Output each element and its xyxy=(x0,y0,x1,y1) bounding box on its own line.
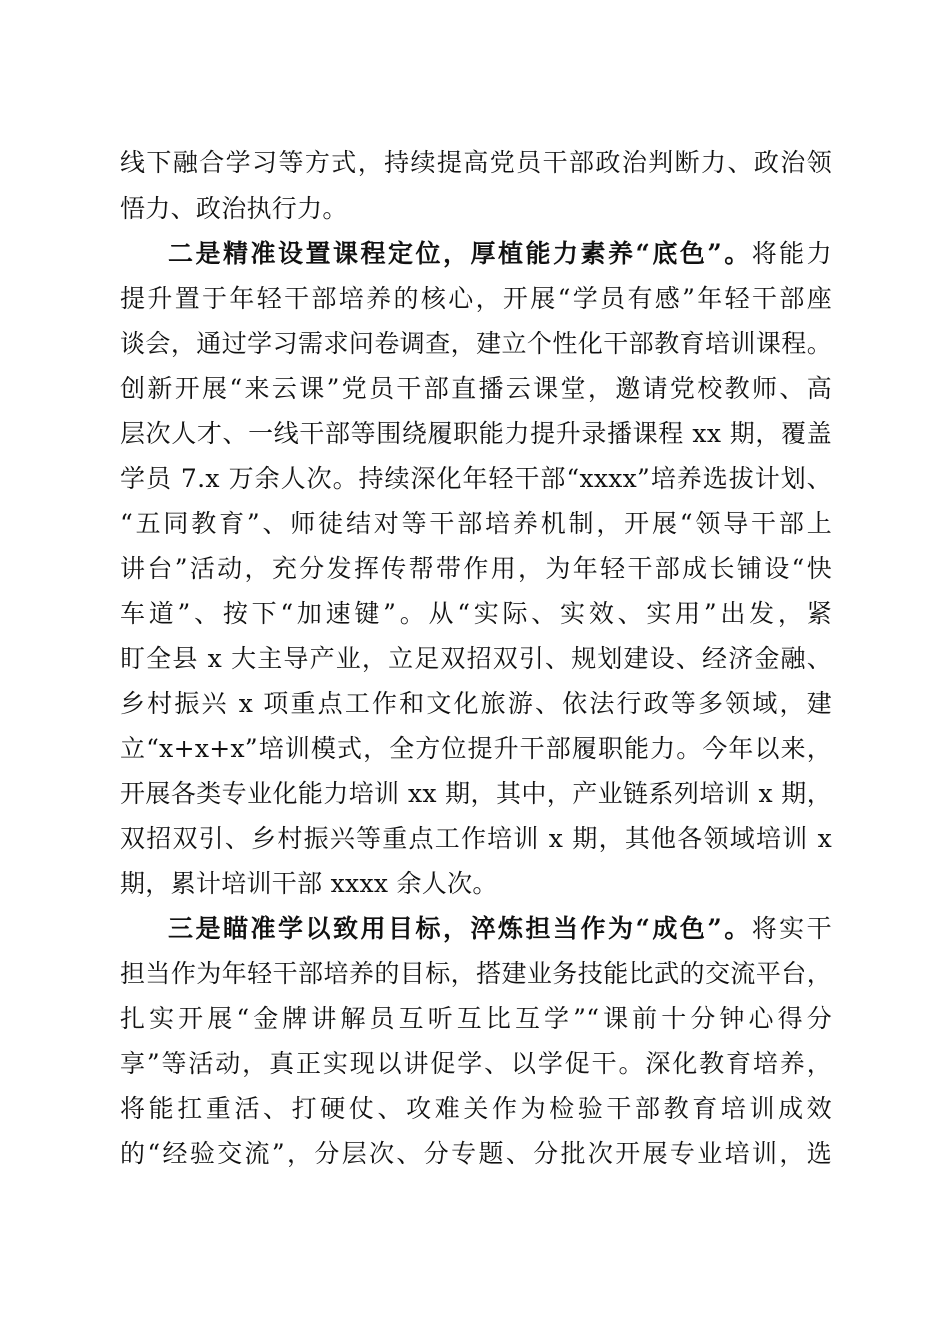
paragraph2-line: 立“x+x+x”培训模式，全方位提升干部履职能力。今年以来， xyxy=(120,734,832,763)
paragraph2-line: 创新开展“来云课”党员干部直播云课堂，邀请党校教师、高 xyxy=(120,374,832,403)
paragraph2-line: “五同教育”、师徒结对等干部培养机制，开展“领导干部上 xyxy=(120,509,832,538)
paragraph1-line-1: 线下融合学习等方式，持续提高党员干部政治判断力、政治领 xyxy=(120,148,832,177)
paragraph2-line: 讲台”活动，充分发挥传帮带作用，为年轻干部成长铺设“快 xyxy=(120,554,832,583)
paragraph3-line: 担当作为年轻干部培养的目标，搭建业务技能比武的交流平台， xyxy=(120,959,832,988)
paragraph2-first-line-rest: 将能力 xyxy=(751,239,832,268)
paragraph2-line: 双招双引、乡村振兴等重点工作培训 x 期，其他各领域培训 x xyxy=(120,824,832,853)
paragraph1-line-2: 悟力、政治执行力。 xyxy=(120,194,348,223)
paragraph2-line: 谈会，通过学习需求问卷调查，建立个性化干部教育培训课程。 xyxy=(120,329,832,358)
paragraph2-line: 期，累计培训干部 xxxx 余人次。 xyxy=(120,869,498,898)
paragraph3-first-line xyxy=(168,914,832,944)
paragraph3-line: 享”等活动，真正实现以讲促学、以学促干。深化教育培养， xyxy=(120,1049,832,1078)
paragraph2-line: 开展各类专业化能力培训 xx 期，其中，产业链系列培训 x 期， xyxy=(120,779,832,808)
paragraph2-line: 乡村振兴 x 项重点工作和文化旅游、依法行政等多领域，建 xyxy=(120,689,832,718)
paragraph3-line: 的“经验交流”，分层次、分专题、分批次开展专业培训，选 xyxy=(120,1139,832,1168)
paragraph2-first-line xyxy=(168,239,832,269)
paragraph2-line: 层次人才、一线干部等围绕履职能力提升录播课程 xx 期，覆盖 xyxy=(120,419,832,448)
paragraph3-line: 将能扛重活、打硬仗、攻难关作为检验干部教育培训成效 xyxy=(120,1094,832,1123)
paragraph3-heading: 三是瞄准学以致用目标，淬炼担当作为“成色”。 xyxy=(168,914,752,943)
paragraph2-line: 车道”、按下“加速键”。从“实际、实效、实用”出发，紧 xyxy=(120,599,832,628)
paragraph3-first-line-rest: 将实干 xyxy=(751,914,832,943)
paragraph2-line: 学员 7.x 万余人次。持续深化年轻干部“xxxx”培养选拔计划、 xyxy=(120,464,832,493)
paragraph2-line: 提升置于年轻干部培养的核心，开展“学员有感”年轻干部座 xyxy=(120,284,832,313)
paragraph3-line: 扎实开展“金牌讲解员互听互比互学”“课前十分钟心得分 xyxy=(120,1004,832,1033)
paragraph2-heading: 二是精准设置课程定位，厚植能力素养“底色”。 xyxy=(168,239,752,268)
paragraph2-line: 盯全县 x 大主导产业，立足双招双引、规划建设、经济金融、 xyxy=(120,644,832,673)
